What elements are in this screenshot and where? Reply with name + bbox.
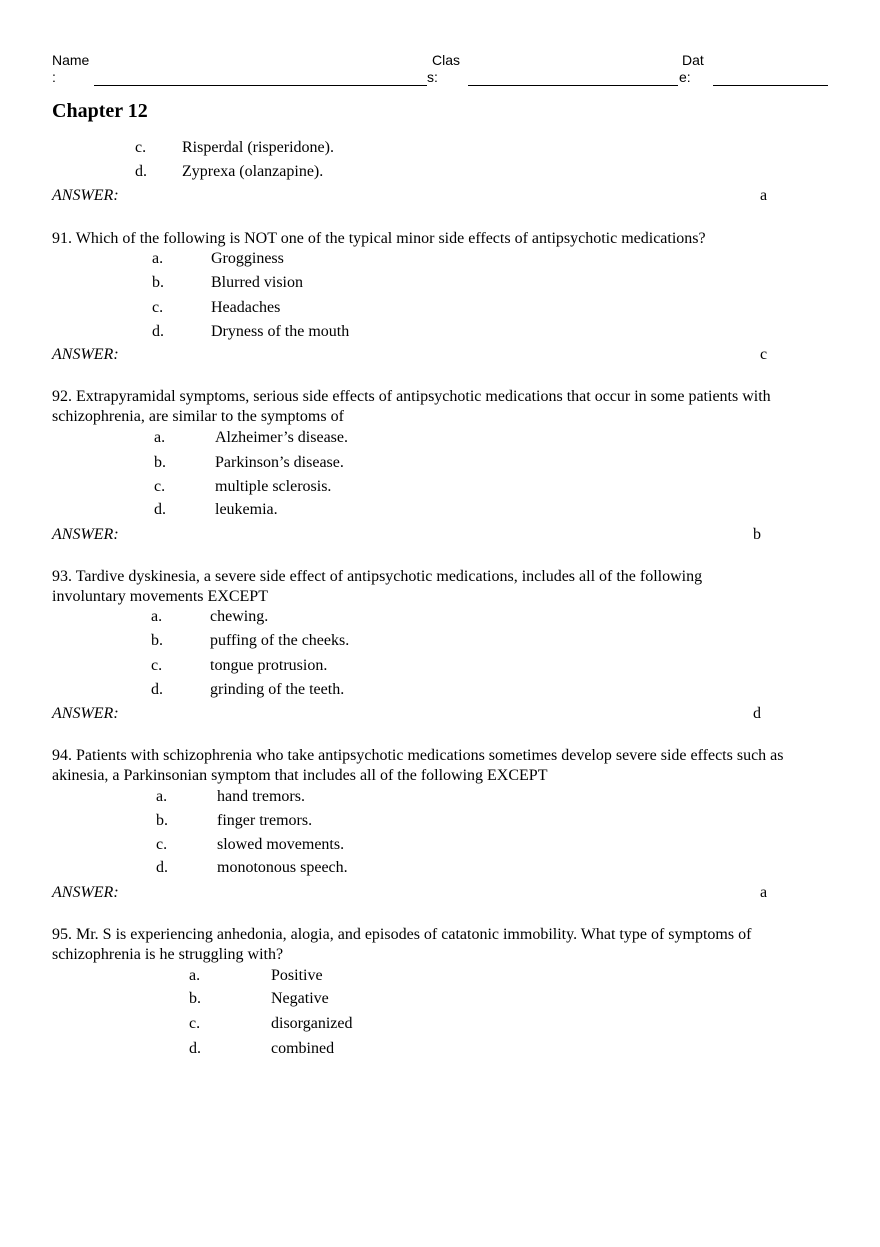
option-text: chewing. bbox=[210, 608, 269, 625]
option-letter: b. bbox=[151, 632, 163, 649]
answer-value: c bbox=[760, 346, 768, 363]
class-label: Clas bbox=[432, 52, 461, 68]
date-label-suffix: e: bbox=[679, 69, 691, 85]
option-text: tongue protrusion. bbox=[210, 657, 328, 674]
option-letter: d. bbox=[154, 501, 166, 518]
option-letter: d. bbox=[189, 1040, 201, 1057]
answer-value: b bbox=[753, 526, 761, 543]
option-text: Parkinson’s disease. bbox=[215, 454, 344, 471]
option-text: Risperdal (risperidone). bbox=[182, 139, 334, 156]
date-underline[interactable] bbox=[713, 85, 828, 86]
option-text: monotonous speech. bbox=[217, 859, 348, 876]
option-letter: a. bbox=[151, 608, 163, 625]
option-text: Headaches bbox=[211, 299, 281, 316]
option-letter: c. bbox=[189, 1015, 201, 1032]
answer-label: ANSWER: bbox=[52, 526, 119, 543]
option-letter: c. bbox=[154, 478, 166, 495]
option-letter: a. bbox=[152, 250, 164, 267]
option-text: Dryness of the mouth bbox=[211, 323, 350, 340]
option-letter: b. bbox=[156, 812, 168, 829]
option-letter: b. bbox=[189, 990, 201, 1007]
question-stem: 93. Tardive dyskinesia, a severe side effect of antipsychotic medications, includes all of the following involuntary movements EXCEPT bbox=[52, 568, 703, 605]
option-text: multiple sclerosis. bbox=[215, 478, 332, 495]
chapter-title: Chapter 12 bbox=[52, 100, 148, 122]
option-text: leukemia. bbox=[215, 501, 278, 518]
option-letter: b. bbox=[154, 454, 166, 471]
option-letter: d. bbox=[156, 859, 168, 876]
option-text: Grogginess bbox=[211, 250, 284, 267]
option-text: Positive bbox=[271, 967, 323, 984]
answer-label: ANSWER: bbox=[52, 705, 119, 722]
option-letter: d. bbox=[151, 681, 163, 698]
option-text: puffing of the cheeks. bbox=[210, 632, 350, 649]
question-stem: 92. Extrapyramidal symptoms, serious side effects of antipsychotic medications that occur in some patients with schizophrenia, are similar to the symptoms of bbox=[52, 388, 771, 425]
option-text: finger tremors. bbox=[217, 812, 313, 829]
option-letter: c. bbox=[152, 299, 164, 316]
answer-value: a bbox=[760, 187, 768, 204]
answer-value: d bbox=[753, 705, 761, 722]
answer-label: ANSWER: bbox=[52, 187, 119, 204]
option-text: grinding of the teeth. bbox=[210, 681, 345, 698]
option-letter: b. bbox=[152, 274, 164, 291]
option-text: disorganized bbox=[271, 1015, 353, 1032]
name-underline[interactable] bbox=[94, 85, 427, 86]
option-letter: c. bbox=[135, 139, 147, 156]
class-label-suffix: s: bbox=[427, 69, 438, 85]
option-text: Blurred vision bbox=[211, 274, 303, 291]
name-label-suffix: : bbox=[52, 69, 56, 85]
name-label: Name bbox=[52, 52, 90, 68]
question-stem: 94. Patients with schizophrenia who take antipsychotic medications sometimes develop severe side effects such as akinesia, a Parkinsonian symptom that includes all of the following EXCEPT bbox=[52, 747, 784, 784]
option-text: Negative bbox=[271, 990, 329, 1007]
option-text: hand tremors. bbox=[217, 788, 305, 805]
date-label: Dat bbox=[682, 52, 704, 68]
option-text: slowed movements. bbox=[217, 836, 345, 853]
answer-label: ANSWER: bbox=[52, 884, 119, 901]
option-letter: c. bbox=[156, 836, 168, 853]
answer-label: ANSWER: bbox=[52, 346, 119, 363]
option-text: Zyprexa (olanzapine). bbox=[182, 163, 324, 180]
option-letter: d. bbox=[152, 323, 164, 340]
option-letter: c. bbox=[151, 657, 163, 674]
option-letter: a. bbox=[154, 429, 166, 446]
option-text: Alzheimer’s disease. bbox=[215, 429, 348, 446]
option-letter: d. bbox=[135, 163, 147, 180]
option-letter: a. bbox=[189, 967, 201, 984]
answer-value: a bbox=[760, 884, 768, 901]
question-stem: 95. Mr. S is experiencing anhedonia, alogia, and episodes of catatonic immobility. What type of symptoms of schizophrenia is he struggling with? bbox=[52, 926, 752, 963]
question-stem: 91. Which of the following is NOT one of the typical minor side effects of antipsychotic medications? bbox=[52, 230, 706, 247]
class-underline[interactable] bbox=[468, 85, 678, 86]
option-letter: a. bbox=[156, 788, 168, 805]
option-text: combined bbox=[271, 1040, 335, 1057]
